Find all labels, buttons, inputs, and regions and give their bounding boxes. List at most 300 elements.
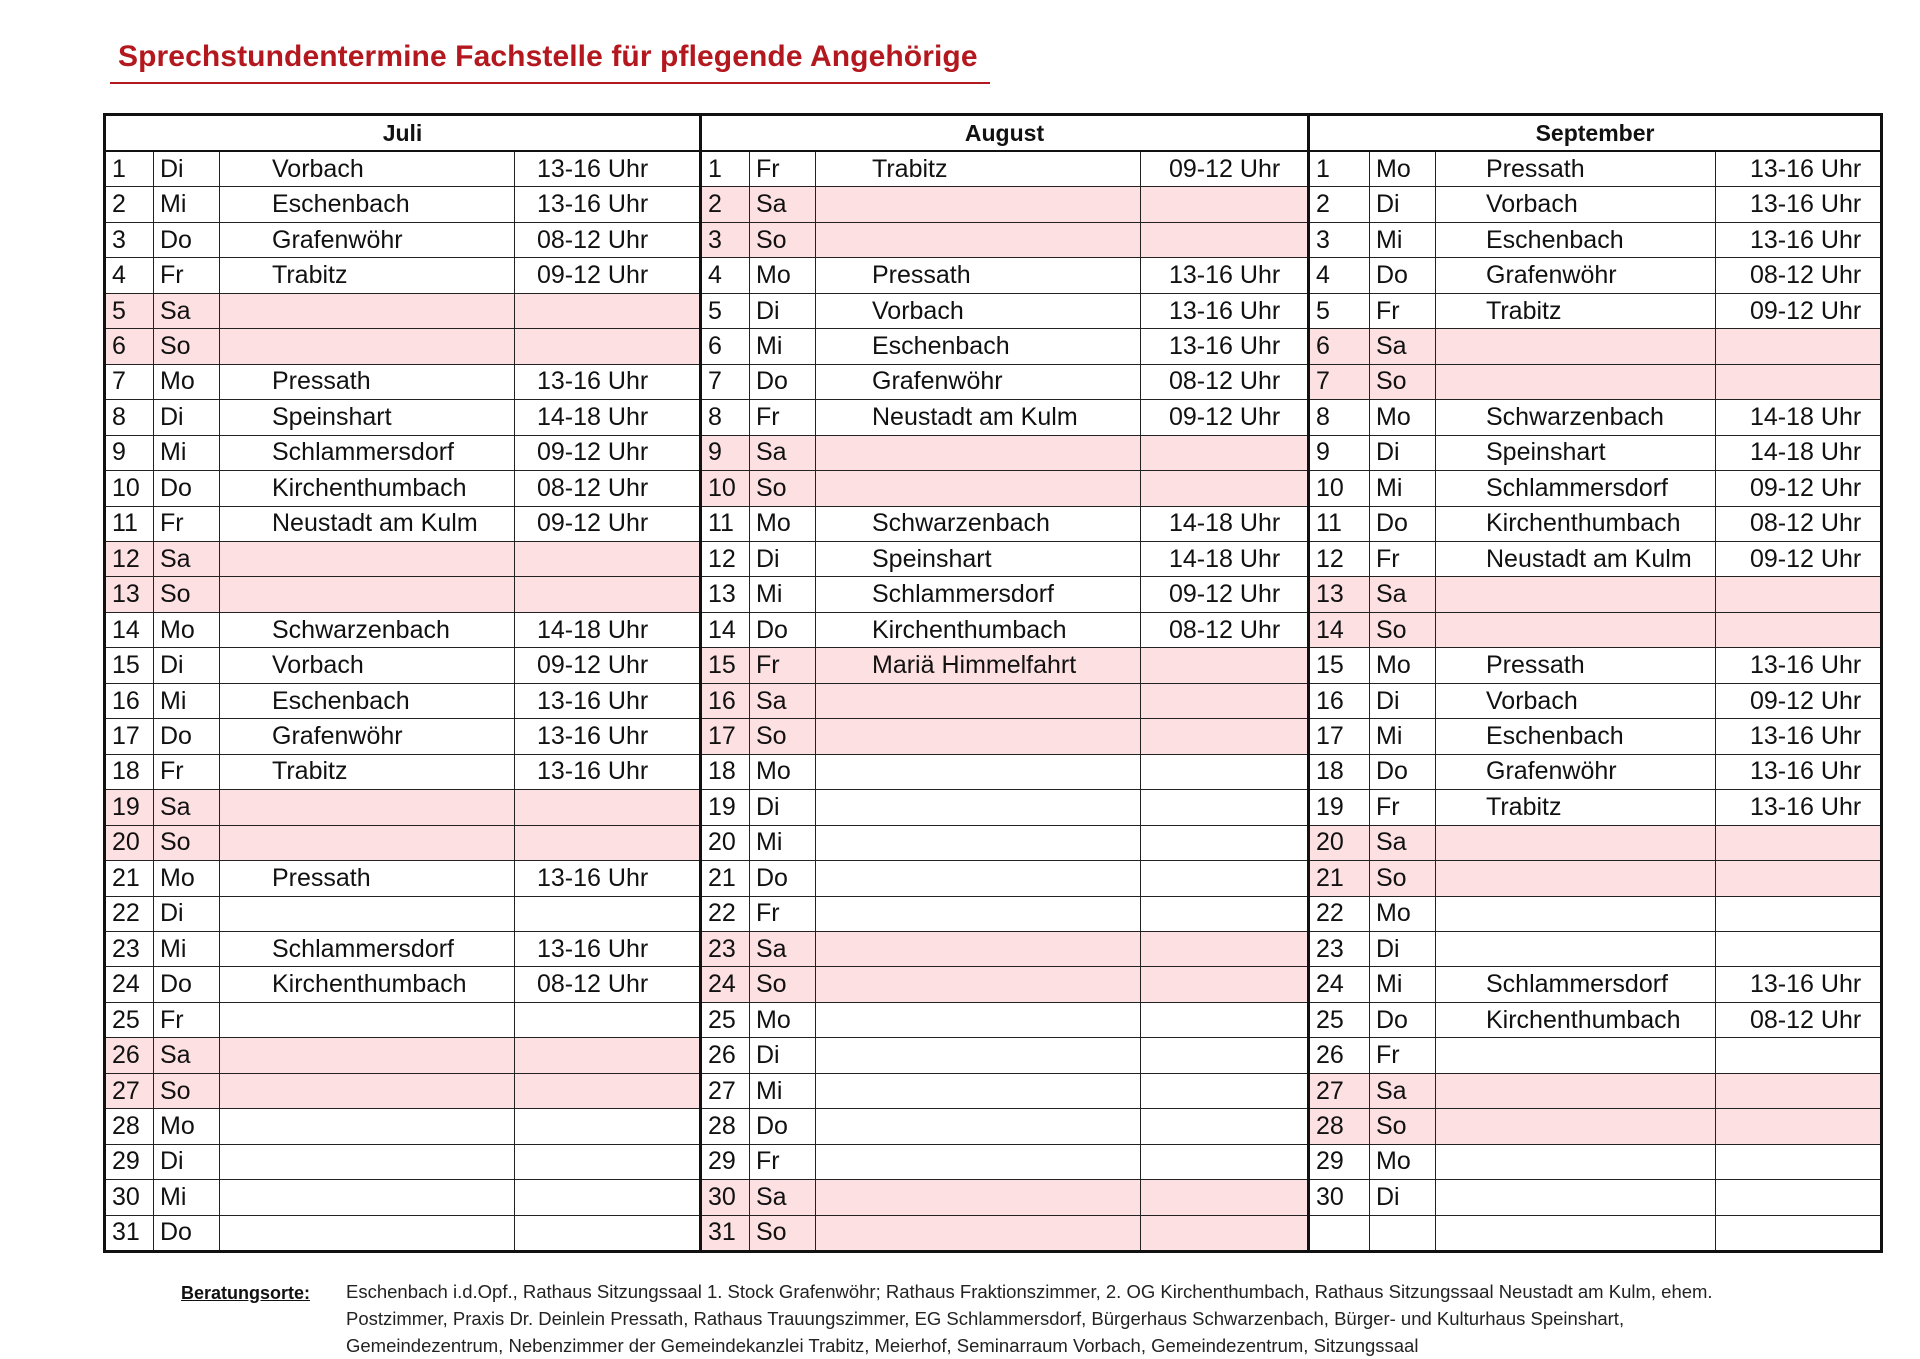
day-number-cell: 18: [106, 755, 154, 789]
table-row: [106, 684, 699, 719]
weekday-cell: Di: [1370, 1180, 1436, 1214]
weekday-cell: Sa: [154, 542, 220, 576]
table-row: [106, 542, 699, 577]
time-slot-cell: [1716, 329, 1880, 363]
weekday-cell: Mi: [154, 436, 220, 470]
day-number-cell: 26: [106, 1038, 154, 1072]
location-cell: Neustadt am Kulm: [816, 400, 1141, 434]
table-row: [1310, 1038, 1880, 1073]
table-row: [106, 1216, 699, 1250]
time-slot-cell: [1141, 1109, 1307, 1143]
time-slot-cell: [1141, 1180, 1307, 1214]
time-slot-cell: 13-16 Uhr: [1750, 154, 1862, 183]
time-slot-cell: 13-16 Uhr: [537, 686, 649, 715]
day-number-cell: 31: [702, 1216, 750, 1250]
table-row: [702, 684, 1307, 719]
day-number-cell: 20: [1310, 826, 1370, 860]
location-cell: [1436, 329, 1716, 363]
time-slot-cell: 08-12 Uhr: [1169, 615, 1281, 644]
location-cell: Eschenbach: [816, 329, 1141, 363]
table-row: [1310, 400, 1880, 435]
time-slot-cell: [1716, 613, 1880, 647]
table-row: [702, 471, 1307, 506]
table-row: [1310, 1003, 1880, 1038]
day-number-cell: 8: [1310, 400, 1370, 434]
table-row: [1310, 648, 1880, 683]
day-number-cell: 22: [106, 897, 154, 931]
weekday-cell: So: [750, 471, 816, 505]
time-slot-cell: [1141, 187, 1307, 221]
day-number-cell: 28: [1310, 1109, 1370, 1143]
time-slot-cell: [1716, 365, 1880, 399]
time-slot-cell: 09-12 Uhr: [1169, 580, 1281, 609]
time-slot-cell: 09-12 Uhr: [537, 509, 649, 538]
location-cell: [816, 755, 1141, 789]
weekday-cell: Di: [154, 152, 220, 186]
weekday-cell: Do: [154, 471, 220, 505]
location-cell: Vorbach: [816, 294, 1141, 328]
location-cell: [1436, 1145, 1716, 1179]
time-slot-cell: 13-16 Uhr: [537, 721, 649, 750]
table-row: [702, 967, 1307, 1002]
day-number-cell: 11: [106, 507, 154, 541]
day-number-cell: 7: [1310, 365, 1370, 399]
time-slot-cell: [515, 329, 699, 363]
table-row: [1310, 542, 1880, 577]
weekday-cell: So: [1370, 613, 1436, 647]
time-slot-cell: [515, 542, 699, 576]
table-row: [106, 648, 699, 683]
table-row: [702, 1216, 1307, 1250]
time-slot-cell: 09-12 Uhr: [1750, 296, 1862, 325]
day-number-cell: 28: [702, 1109, 750, 1143]
table-row: [702, 755, 1307, 790]
calendar-table: [103, 113, 1883, 1253]
time-slot-cell: 08-12 Uhr: [1750, 261, 1862, 290]
location-cell: Eschenbach: [1436, 719, 1716, 753]
weekday-cell: Mi: [750, 1074, 816, 1108]
time-slot-cell: 09-12 Uhr: [537, 261, 649, 290]
location-cell: [816, 897, 1141, 931]
day-number-cell: 3: [1310, 223, 1370, 257]
weekday-cell: Sa: [154, 790, 220, 824]
time-slot-cell: 14-18 Uhr: [537, 402, 649, 431]
weekday-cell: So: [154, 329, 220, 363]
weekday-cell: Mo: [750, 1003, 816, 1037]
day-number-cell: 10: [702, 471, 750, 505]
weekday-cell: Fr: [154, 1003, 220, 1037]
location-cell: Pressath: [1436, 152, 1716, 186]
weekday-cell: So: [750, 223, 816, 257]
time-slot-cell: 14-18 Uhr: [1169, 544, 1281, 573]
weekday-cell: Fr: [154, 755, 220, 789]
table-row: [106, 967, 699, 1002]
day-number-cell: 21: [106, 861, 154, 895]
table-row: [1310, 294, 1880, 329]
weekday-cell: So: [154, 1074, 220, 1108]
table-row: [702, 365, 1307, 400]
time-slot-cell: [515, 1180, 699, 1214]
day-number-cell: 23: [106, 932, 154, 966]
table-row: [1310, 365, 1880, 400]
time-slot-cell: [1141, 648, 1307, 682]
weekday-cell: Do: [1370, 258, 1436, 292]
day-number-cell: 6: [106, 329, 154, 363]
day-number-cell: 15: [1310, 648, 1370, 682]
day-number-cell: 26: [1310, 1038, 1370, 1072]
day-number-cell: 2: [702, 187, 750, 221]
day-number-cell: 19: [702, 790, 750, 824]
weekday-cell: Di: [1370, 932, 1436, 966]
weekday-cell: Do: [1370, 1003, 1436, 1037]
location-cell: [220, 897, 515, 931]
time-slot-cell: [1141, 436, 1307, 470]
weekday-cell: So: [1370, 1109, 1436, 1143]
weekday-cell: Mo: [154, 1109, 220, 1143]
locations-text: Eschenbach i.d.Opf., Rathaus Sitzungssaal 1. Stock Grafenwöhr; Rathaus Fraktionszimmer, 2. OG Kirchenthumbach, Rathaus Sitzungssaal Neustadt am Kulm, ehem. Postzimmer, Praxis Dr. Deinlein Pressath, Rathaus Trauungszimmer, EG Schlammersdorf, Bürgerhaus Schwarzenbach, Bürger- und Kulturhaus Speinshart, Gemeindezentrum, Nebenzimmer der Gemeindekanzlei Trabitz, Meierhof, Seminarraum Vorbach, Gemeindezentrum, Sitzungssaal: [346, 1281, 1713, 1356]
weekday-cell: Di: [1370, 684, 1436, 718]
day-number-cell: 25: [106, 1003, 154, 1037]
table-row: [702, 329, 1307, 364]
location-cell: Trabitz: [1436, 790, 1716, 824]
location-cell: [1436, 1216, 1716, 1250]
time-slot-cell: [1141, 897, 1307, 931]
time-slot-cell: 09-12 Uhr: [1750, 473, 1862, 502]
location-cell: Grafenwöhr: [220, 719, 515, 753]
weekday-cell: Di: [154, 400, 220, 434]
weekday-cell: So: [154, 826, 220, 860]
table-row: [106, 187, 699, 222]
weekday-cell: Mo: [750, 258, 816, 292]
table-row: [106, 400, 699, 435]
day-number-cell: 14: [106, 613, 154, 647]
day-number-cell: 27: [1310, 1074, 1370, 1108]
location-cell: Neustadt am Kulm: [220, 507, 515, 541]
day-number-cell: 22: [1310, 897, 1370, 931]
location-cell: [220, 790, 515, 824]
table-row: [702, 826, 1307, 861]
location-cell: [220, 329, 515, 363]
table-row: [702, 187, 1307, 222]
weekday-cell: Fr: [750, 400, 816, 434]
time-slot-cell: [1141, 471, 1307, 505]
time-slot-cell: [515, 826, 699, 860]
table-row: [106, 507, 699, 542]
time-slot-cell: [1141, 790, 1307, 824]
day-number-cell: 21: [702, 861, 750, 895]
table-row: [1310, 507, 1880, 542]
table-row: [106, 1038, 699, 1073]
table-row: [1310, 223, 1880, 258]
weekday-cell: Do: [750, 613, 816, 647]
weekday-cell: Do: [154, 967, 220, 1001]
location-cell: [220, 1145, 515, 1179]
location-cell: Grafenwöhr: [1436, 755, 1716, 789]
table-row: [1310, 967, 1880, 1002]
day-number-cell: 22: [702, 897, 750, 931]
weekday-cell: Mi: [750, 826, 816, 860]
day-number-cell: 9: [106, 436, 154, 470]
time-slot-cell: [515, 294, 699, 328]
table-row: [106, 755, 699, 790]
table-row: [106, 861, 699, 896]
table-row: [702, 294, 1307, 329]
weekday-cell: Fr: [1370, 542, 1436, 576]
time-slot-cell: 13-16 Uhr: [1750, 225, 1862, 254]
day-number-cell: 11: [1310, 507, 1370, 541]
weekday-cell: So: [750, 967, 816, 1001]
location-cell: Pressath: [1436, 648, 1716, 682]
location-cell: [220, 1180, 515, 1214]
table-row: [1310, 755, 1880, 790]
location-cell: Schwarzenbach: [1436, 400, 1716, 434]
weekday-cell: Do: [1370, 755, 1436, 789]
day-number-cell: 13: [106, 577, 154, 611]
time-slot-cell: 08-12 Uhr: [537, 970, 649, 999]
table-row: [702, 152, 1307, 187]
day-number-cell: 29: [702, 1145, 750, 1179]
location-cell: Grafenwöhr: [1436, 258, 1716, 292]
weekday-cell: Mi: [154, 684, 220, 718]
day-number-cell: 4: [1310, 258, 1370, 292]
location-cell: [1436, 932, 1716, 966]
day-number-cell: 24: [1310, 967, 1370, 1001]
location-cell: [1436, 1038, 1716, 1072]
table-row: [106, 719, 699, 754]
table-row: [702, 258, 1307, 293]
time-slot-cell: [1716, 1109, 1880, 1143]
table-row: [106, 258, 699, 293]
location-cell: [220, 1003, 515, 1037]
location-cell: [1436, 365, 1716, 399]
table-row: [1310, 1145, 1880, 1180]
time-slot-cell: 08-12 Uhr: [537, 473, 649, 502]
location-cell: [1436, 861, 1716, 895]
weekday-cell: Fr: [1370, 1038, 1436, 1072]
weekday-cell: Fr: [750, 897, 816, 931]
location-cell: Schlammersdorf: [220, 436, 515, 470]
location-cell: [816, 1074, 1141, 1108]
weekday-cell: Mi: [154, 1180, 220, 1214]
weekday-cell: Sa: [154, 294, 220, 328]
month-rows: [1310, 152, 1880, 1250]
table-row: [106, 790, 699, 825]
location-cell: [220, 1109, 515, 1143]
weekday-cell: Di: [750, 542, 816, 576]
day-number-cell: 8: [702, 400, 750, 434]
table-row: [702, 1038, 1307, 1073]
day-number-cell: 7: [702, 365, 750, 399]
location-cell: Neustadt am Kulm: [1436, 542, 1716, 576]
time-slot-cell: [1716, 1038, 1880, 1072]
location-cell: [220, 1038, 515, 1072]
location-cell: Speinshart: [816, 542, 1141, 576]
table-row: [106, 1074, 699, 1109]
location-cell: [816, 1109, 1141, 1143]
location-cell: Trabitz: [1436, 294, 1716, 328]
time-slot-cell: 13-16 Uhr: [537, 154, 649, 183]
day-number-cell: 27: [702, 1074, 750, 1108]
weekday-cell: Mi: [1370, 471, 1436, 505]
location-cell: [816, 1003, 1141, 1037]
time-slot-cell: [515, 897, 699, 931]
time-slot-cell: 13-16 Uhr: [537, 367, 649, 396]
weekday-cell: Mi: [750, 577, 816, 611]
day-number-cell: 2: [1310, 187, 1370, 221]
time-slot-cell: [1716, 932, 1880, 966]
location-cell: [1436, 613, 1716, 647]
weekday-cell: Sa: [750, 684, 816, 718]
time-slot-cell: 08-12 Uhr: [1750, 509, 1862, 538]
table-row: [1310, 577, 1880, 612]
month-august: [702, 116, 1310, 1250]
page-title: Sprechstundentermine Fachstelle für pflegende Angehörige: [118, 40, 978, 73]
time-slot-cell: 13-16 Uhr: [1750, 792, 1862, 821]
location-cell: Pressath: [220, 861, 515, 895]
day-number-cell: 8: [106, 400, 154, 434]
time-slot-cell: [1716, 1074, 1880, 1108]
day-number-cell: 7: [106, 365, 154, 399]
table-row: [702, 648, 1307, 683]
day-number-cell: 3: [702, 223, 750, 257]
time-slot-cell: [1141, 1003, 1307, 1037]
location-cell: Mariä Himmelfahrt: [816, 648, 1141, 682]
location-cell: [816, 967, 1141, 1001]
month-juli: [106, 116, 702, 1250]
time-slot-cell: [515, 1038, 699, 1072]
table-row: [106, 294, 699, 329]
time-slot-cell: 08-12 Uhr: [1750, 1005, 1862, 1034]
table-row: [702, 436, 1307, 471]
day-number-cell: 14: [702, 613, 750, 647]
weekday-cell: Do: [750, 365, 816, 399]
table-row: [106, 152, 699, 187]
table-row: [1310, 258, 1880, 293]
weekday-cell: Do: [1370, 507, 1436, 541]
day-number-cell: 4: [106, 258, 154, 292]
time-slot-cell: [1141, 826, 1307, 860]
location-cell: Eschenbach: [220, 187, 515, 221]
day-number-cell: 16: [1310, 684, 1370, 718]
table-row: [106, 1145, 699, 1180]
location-cell: Eschenbach: [1436, 223, 1716, 257]
time-slot-cell: [515, 1216, 699, 1250]
location-cell: [220, 294, 515, 328]
time-slot-cell: 14-18 Uhr: [537, 615, 649, 644]
time-slot-cell: [1716, 1216, 1880, 1250]
day-number-cell: 20: [106, 826, 154, 860]
time-slot-cell: 13-16 Uhr: [1750, 757, 1862, 786]
day-number-cell: 13: [702, 577, 750, 611]
table-row: [1310, 1074, 1880, 1109]
table-row: [106, 1180, 699, 1215]
location-cell: [816, 1145, 1141, 1179]
table-row: [106, 897, 699, 932]
location-cell: Grafenwöhr: [816, 365, 1141, 399]
location-cell: Speinshart: [220, 400, 515, 434]
day-number-cell: 18: [1310, 755, 1370, 789]
weekday-cell: Mi: [1370, 223, 1436, 257]
location-cell: Kirchenthumbach: [220, 471, 515, 505]
location-cell: [1436, 897, 1716, 931]
day-number-cell: [1310, 1216, 1370, 1250]
time-slot-cell: 13-16 Uhr: [1169, 331, 1281, 360]
month-header: Juli: [106, 116, 699, 152]
location-cell: [1436, 1074, 1716, 1108]
location-cell: Speinshart: [1436, 436, 1716, 470]
day-number-cell: 5: [702, 294, 750, 328]
weekday-cell: Fr: [750, 648, 816, 682]
time-slot-cell: [1141, 932, 1307, 966]
location-cell: Schwarzenbach: [816, 507, 1141, 541]
time-slot-cell: [515, 1109, 699, 1143]
time-slot-cell: [1716, 861, 1880, 895]
location-cell: [816, 187, 1141, 221]
day-number-cell: 13: [1310, 577, 1370, 611]
table-row: [1310, 932, 1880, 967]
location-cell: [1436, 826, 1716, 860]
location-cell: [220, 826, 515, 860]
weekday-cell: Mi: [154, 187, 220, 221]
day-number-cell: 19: [1310, 790, 1370, 824]
weekday-cell: Do: [750, 861, 816, 895]
weekday-cell: Fr: [1370, 294, 1436, 328]
location-cell: [816, 436, 1141, 470]
table-row: [106, 932, 699, 967]
table-row: [1310, 826, 1880, 861]
table-row: [1310, 719, 1880, 754]
time-slot-cell: 09-12 Uhr: [1169, 154, 1281, 183]
table-row: [1310, 613, 1880, 648]
weekday-cell: Sa: [1370, 1074, 1436, 1108]
time-slot-cell: 13-16 Uhr: [1169, 261, 1281, 290]
day-number-cell: 4: [702, 258, 750, 292]
table-row: [106, 577, 699, 612]
weekday-cell: Di: [1370, 436, 1436, 470]
time-slot-cell: [1141, 967, 1307, 1001]
time-slot-cell: 14-18 Uhr: [1750, 402, 1862, 431]
table-row: [702, 719, 1307, 754]
day-number-cell: 30: [106, 1180, 154, 1214]
table-row: [106, 436, 699, 471]
day-number-cell: 9: [702, 436, 750, 470]
time-slot-cell: [1141, 223, 1307, 257]
weekday-cell: Mo: [1370, 400, 1436, 434]
time-slot-cell: 13-16 Uhr: [537, 934, 649, 963]
location-cell: [816, 1038, 1141, 1072]
weekday-cell: Di: [154, 648, 220, 682]
day-number-cell: 1: [702, 152, 750, 186]
day-number-cell: 6: [1310, 329, 1370, 363]
weekday-cell: Di: [750, 1038, 816, 1072]
location-cell: Schlammersdorf: [1436, 967, 1716, 1001]
location-cell: [816, 223, 1141, 257]
location-cell: Vorbach: [1436, 187, 1716, 221]
day-number-cell: 3: [106, 223, 154, 257]
table-row: [1310, 436, 1880, 471]
weekday-cell: Di: [750, 790, 816, 824]
day-number-cell: 17: [106, 719, 154, 753]
table-row: [1310, 471, 1880, 506]
day-number-cell: 23: [1310, 932, 1370, 966]
location-cell: [220, 542, 515, 576]
location-cell: Kirchenthumbach: [816, 613, 1141, 647]
day-number-cell: 30: [702, 1180, 750, 1214]
location-cell: Grafenwöhr: [220, 223, 515, 257]
weekday-cell: Mi: [1370, 719, 1436, 753]
location-cell: [816, 826, 1141, 860]
day-number-cell: 26: [702, 1038, 750, 1072]
